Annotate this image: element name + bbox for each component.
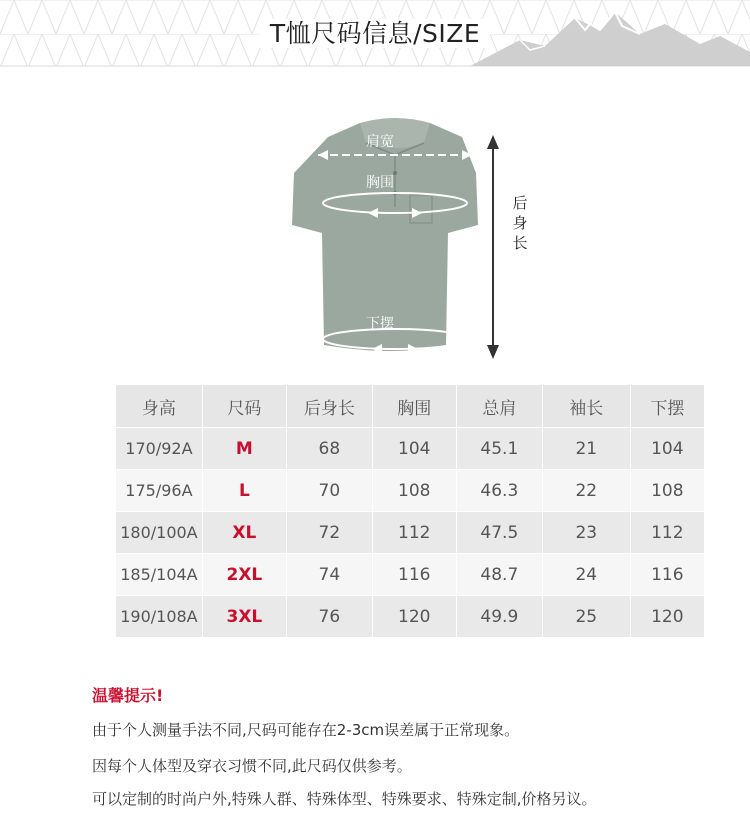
- table-row: [116, 470, 704, 512]
- header-hem: 下摆: [630, 385, 704, 428]
- cell-hem: 108: [630, 470, 704, 512]
- cell-size: L: [202, 470, 286, 512]
- size-table: [116, 385, 704, 637]
- cell-size: XL: [202, 512, 286, 554]
- cell-height: 170/92A: [116, 428, 202, 470]
- header-chest: 胸围: [372, 385, 456, 428]
- header-sleeve: 袖长: [542, 385, 630, 428]
- cell-back-length: 68: [286, 428, 372, 470]
- header-shoulder: 总肩: [456, 385, 542, 428]
- table-row: [116, 428, 704, 470]
- cell-shoulder: 45.1: [456, 428, 542, 470]
- cell-back-length: 70: [286, 470, 372, 512]
- cell-chest: 120: [372, 596, 456, 638]
- cell-sleeve: 22: [542, 470, 630, 512]
- cell-shoulder: 48.7: [456, 554, 542, 596]
- table-row: [116, 596, 704, 638]
- cell-height: 180/100A: [116, 512, 202, 554]
- cell-height: 185/104A: [116, 554, 202, 596]
- table-header-row: [116, 385, 704, 428]
- shoulder-label: 肩宽: [366, 134, 394, 150]
- cell-size: 2XL: [202, 554, 286, 596]
- cell-size: M: [202, 428, 286, 470]
- cell-back-length: 76: [286, 596, 372, 638]
- cell-chest: 108: [372, 470, 456, 512]
- cell-shoulder: 49.9: [456, 596, 542, 638]
- cell-sleeve: 21: [542, 428, 630, 470]
- cell-height: 175/96A: [116, 470, 202, 512]
- cell-shoulder: 47.5: [456, 512, 542, 554]
- cell-chest: 116: [372, 554, 456, 596]
- cell-chest: 112: [372, 512, 456, 554]
- cell-sleeve: 25: [542, 596, 630, 638]
- tip-line: 可以定制的时尚户外,特殊人群、特殊体型、特殊要求、特殊定制,价格另议。: [92, 790, 597, 808]
- cell-height: 190/108A: [116, 596, 202, 638]
- hem-label: 下摆: [366, 316, 394, 332]
- polo-shirt-icon: [280, 115, 540, 365]
- cell-back-length: 74: [286, 554, 372, 596]
- cell-hem: 116: [630, 554, 704, 596]
- page-title: T恤尺码信息/SIZE: [0, 14, 750, 50]
- cell-shoulder: 46.3: [456, 470, 542, 512]
- tip-line: 因每个人体型及穿衣习惯不同,此尺码仅供参考。: [92, 757, 412, 775]
- cell-size: 3XL: [202, 596, 286, 638]
- cell-hem: 104: [630, 428, 704, 470]
- header-size: 尺码: [202, 385, 286, 428]
- cell-chest: 104: [372, 428, 456, 470]
- header-height: 身高: [116, 385, 202, 428]
- page-header: [0, 0, 750, 68]
- tips-title: 温馨提示!: [92, 686, 164, 705]
- cell-hem: 112: [630, 512, 704, 554]
- cell-sleeve: 23: [542, 512, 630, 554]
- cell-hem: 120: [630, 596, 704, 638]
- cell-sleeve: 24: [542, 554, 630, 596]
- tip-line: 由于个人测量手法不同,尺码可能存在2-3cm误差属于正常现象。: [92, 721, 520, 739]
- table-row: [116, 512, 704, 554]
- garment-diagram: [280, 115, 540, 365]
- cell-back-length: 72: [286, 512, 372, 554]
- header-back-length: 后身长: [286, 385, 372, 428]
- chest-label: 胸围: [366, 175, 394, 191]
- back-length-label: 后 身 长: [512, 194, 528, 252]
- table-row: [116, 554, 704, 596]
